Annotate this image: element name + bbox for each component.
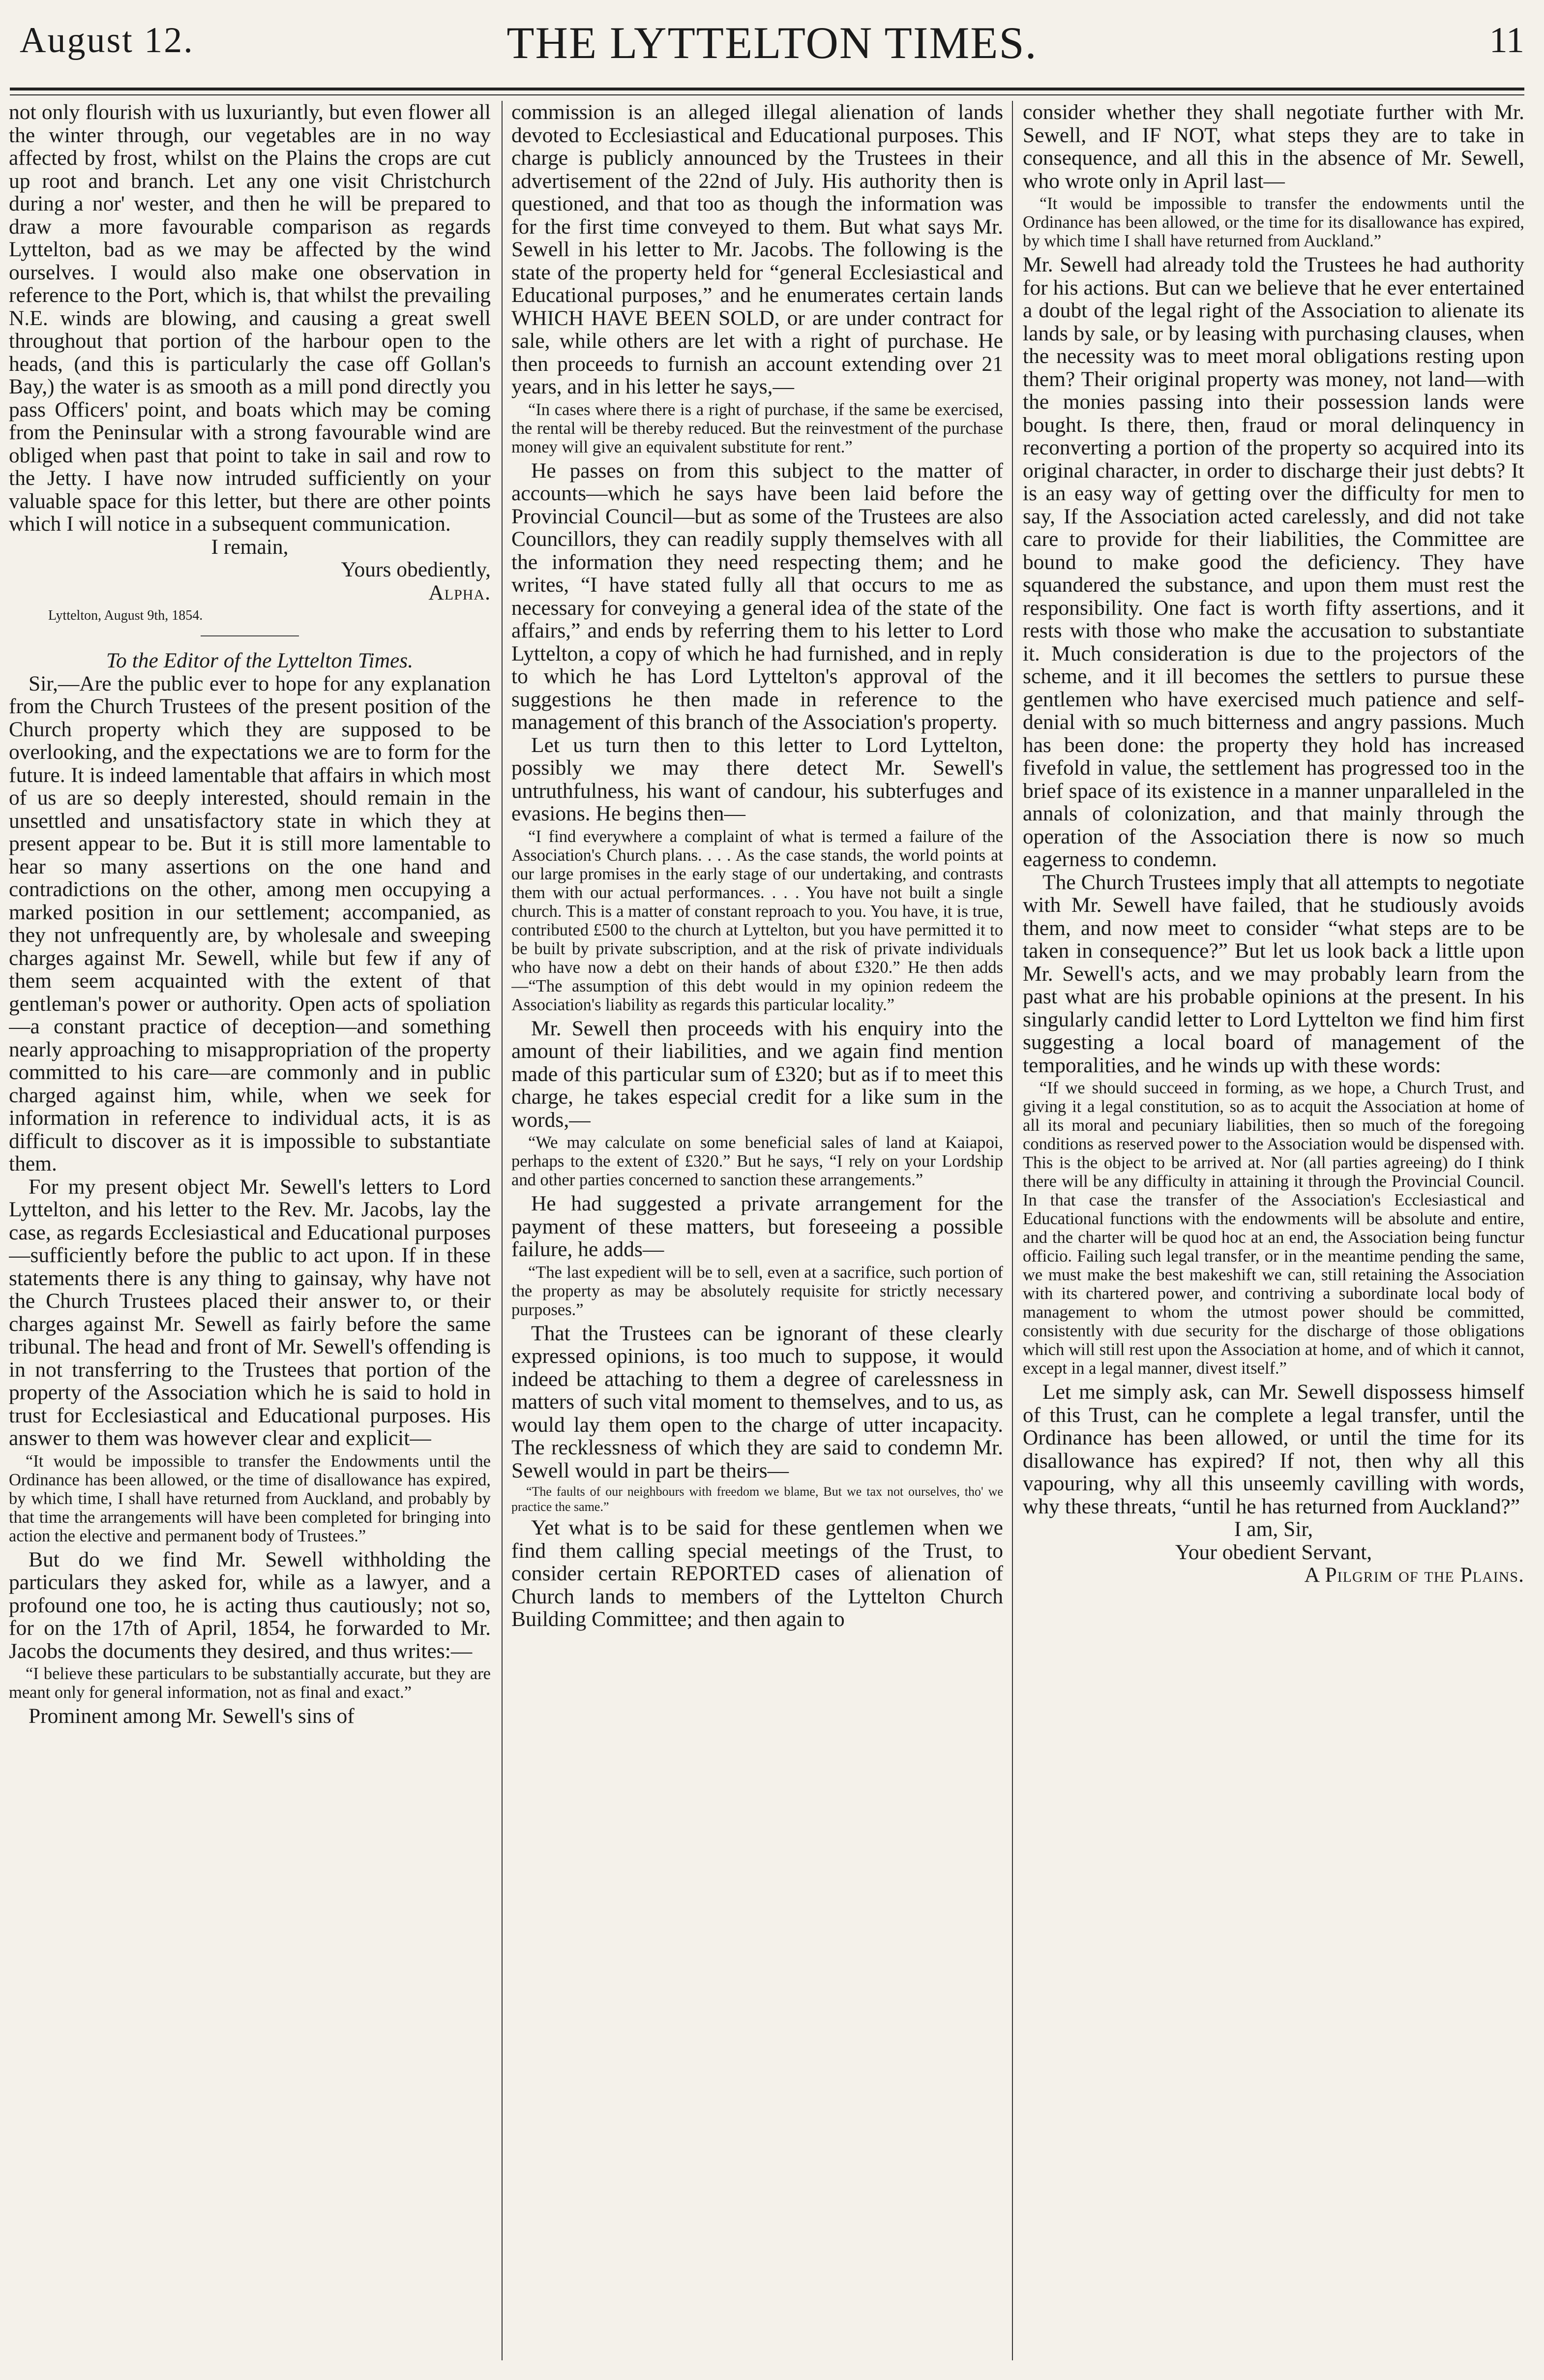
- header-rule-thin: [10, 94, 1524, 95]
- article-paragraph: “In cases where there is a right of purchase, if the same be exercised, the rental will be thereby reduced. But the reinvestment of the purchase money will give an equivalent substitute for rent.”: [511, 400, 1003, 456]
- article-paragraph: commission is an alleged illegal alienation of lands devoted to Ecclesiastical and Educational purposes. This charge is publicly announced by the Trustees in their advertisement of the 22nd of July. His authority then is questioned, and that too as though the information was for the first time conveyed to them. But what says Mr. Sewell in his letter to Mr. Jacobs. The following is the state of the property held for “general Ecclesiastical and Educational purposes,” and he enumerates certain lands WHICH HAVE BEEN SOLD, or are under contract for sale, while others are let with a right of purchase. He then proceeds to furnish an account extending over 21 years, and in his letter he says,—: [511, 101, 1003, 398]
- article-paragraph: not only flourish with us luxuriantly, but even flower all the winter through, our vegetables are in no way affected by frost, whilst on the Plains the crops are cut up root and branch. Let any one visit Christchurch during a nor' wester, and then he will be prepared to draw a more favourable comparison as regards Lyttelton, bad as we may be affected by the wind ourselves. I would also make one observation in reference to the Port, which is, that whilst the prevailing N.E. winds are blowing, and causing a great swell throughout that portion of the harbour open to the heads, (and this is particularly the case off Gollan's Bay,) the water is as smooth as a mill pond directly you pass Officers' point, and boats which may be coming from the Peninsular with a strong favourable wind are obliged when past that point to take in sail and row to the Jetty. I have now intruded sufficiently on your valuable space for this letter, but there are other points which I will notice in a subsequent communication.: [9, 101, 491, 536]
- article-paragraph: A Pilgrim of the Plains.: [1304, 1563, 1524, 1587]
- article-paragraph: “It would be impossible to transfer the endowments until the Ordinance has been allowed, or the time for its disallowance has expired, by which time I shall have returned from Auckland.”: [1023, 194, 1524, 250]
- article-paragraph: “It would be impossible to transfer the Endowments until the Ordinance has been allowed, or the time of disallowance has expired, by which time, I shall have returned from Auckland, and probably by that time the arrangements will have been completed for bringing into action the elective and permanent body of Trustees.”: [9, 1451, 491, 1545]
- article-paragraph: “The last expedient will be to sell, even at a sacrifice, such portion of the property as may be absolutely requisite for strictly necessary purposes.”: [511, 1263, 1003, 1319]
- column-3: [1023, 101, 1524, 2365]
- article-paragraph: consider whether they shall negotiate further with Mr. Sewell, and IF NOT, what steps they are to take in consequence, and all this in the absence of Mr. Sewell, who wrote only in April last—: [1023, 101, 1524, 193]
- article-paragraph: To the Editor of the Lyttelton Times.: [106, 649, 414, 672]
- column-rule: [502, 101, 503, 2360]
- article-paragraph: Sir,—Are the public ever to hope for any explanation from the Church Trustees of the present position of the Church property which they are supposed to be overlooking, and the expectations we are to form for the future. It is indeed lamentable that affairs in which most of us are so deeply interested, should remain in the unsettled and unsatisfactory state in which they at present appear to be. But it is still more lamentable to hear so many assertions on the one hand and contradictions on the other, among men occupying a marked position in our settlement; accompanied, as they not unfrequently are, by wholesale and sweeping charges against Mr. Sewell, while but few if any of them seem acquainted with the extent of that gentleman's power or authority. Open acts of spoliation—a constant practice of deception—and something nearly approaching to misappropriation of the property committed to his care—are commonly and in public charged against him, while, when we seek for information in reference to individual acts, it is as difficult to discover as it is impossible to substantiate them.: [9, 671, 491, 1175]
- article-paragraph: Lyttelton, August 9th, 1854.: [48, 608, 203, 623]
- page-header: [20, 10, 1524, 84]
- article-paragraph: Yet what is to be said for these gentlemen when we find them calling special meetings of the Trust, to consider certain REPORTED cases of alienation of Church lands to members of the Lyttelton Church Building Committee; and then again to: [511, 1516, 1003, 1631]
- article-paragraph: That the Trustees can be ignorant of these clearly expressed opinions, is too much to suppose, it would indeed be attaching to them a degree of carelessness in matters of such vital moment to themselves, and to us, as would lay them open to the charge of utter incapacity. The recklessness of which they are said to condemn Mr. Sewell would in part be theirs—: [511, 1321, 1003, 1482]
- page-number: 11: [1489, 20, 1524, 60]
- article-paragraph: He had suggested a private arrangement for the payment of these matters, but foreseeing a possible failure, he adds—: [511, 1192, 1003, 1261]
- article-paragraph: “If we should succeed in forming, as we hope, a Church Trust, and giving it a legal constitution, so as to acquit the Association at home of all its moral and pecuniary liabilities, then so much of the foregoing conditions as reserved power to the Association would be dispensed with. This is the object to be arrived at. Nor (all parties agreeing) do I think there will be any difficulty in attaining it through the Provincial Council. In that case the transfer of the Association's Ecclesiastical and Educational functions with the endowments will be absolute and entire, and the charter will be quod hoc at an end, the Association being functur officio. Failing such legal transfer, or in the meantime pending the same, we must make the best makeshift we can, still retaining the Association with its chartered power, and contriving a subordinate local body of management to whom the utmost power should be committed, consistently with due security for the discharge of those obligations which will still rest upon the Association at home, and of which it cannot, except in a legal manner, divest itself.”: [1023, 1079, 1524, 1378]
- issue-date: August 12.: [20, 20, 194, 60]
- article-paragraph: Let us turn then to this letter to Lord Lyttelton, possibly we may there detect Mr. Sewell's untruthfulness, his want of candour, his subterfuges and evasions. He begins then—: [511, 733, 1003, 825]
- article-paragraph: “The faults of our neighbours with freedom we blame, But we tax not ourselves, tho' we practice the same.”: [511, 1484, 1003, 1514]
- article-paragraph: “We may calculate on some beneficial sales of land at Kaiapoi, perhaps to the extent of £320.” But he says, “I rely on your Lordship and other parties concerned to sanction these arrangements.”: [511, 1133, 1003, 1189]
- header-rule: [10, 88, 1524, 90]
- article-paragraph: Let me simply ask, can Mr. Sewell dispossess himself of this Trust, can he complete a legal transfer, until the Ordinance has been allowed, or until the time for its disallowance has expired? If not, then why all this vapouring, why all this unseemly cavilling with words, why these threats, “until he has returned from Auckland?”: [1023, 1380, 1524, 1518]
- column-rule: [1012, 101, 1013, 2360]
- article-paragraph: Yours obediently,: [341, 558, 491, 581]
- article-paragraph: He passes on from this subject to the matter of accounts—which he says have been laid before the Provincial Council—but as some of the Trustees are also Councillors, they can readily supply themselves with all the information they need respecting them; and he writes, “I have stated fully all that occurs to me as necessary for conveying a general idea of the state of the affairs,” and ends by referring them to his letter to Lord Lyttelton, a copy of which he had furnished, and in reply to which he has Lord Lyttelton's approval of the suggestions he then made in reference to the management of this branch of the Association's property.: [511, 458, 1003, 734]
- article-paragraph: Mr. Sewell then proceeds with his enquiry into the amount of their liabilities, and we again find mention made of this particular sum of £320; but as if to meet this charge, he takes especial credit for a like sum in the words,—: [511, 1016, 1003, 1132]
- section-divider: [201, 635, 299, 636]
- article-paragraph: Prominent among Mr. Sewell's sins of: [29, 1704, 355, 1728]
- article-paragraph: Mr. Sewell had already told the Trustees he had authority for his actions. But can we believe that he ever entertained a doubt of the legal right of the Association to alienate its lands by sale, or by leasing with purchasing clauses, when the necessity was to meet moral obligations resting upon them? Their original property was money, not land—with the monies passing into their possession lands were bought. Is there, then, fraud or moral delinquency in reconverting a portion of the property so acquired into its original character, in order to discharge their just debts? It is an easy way of getting over the difficulty for men to say, If the Association acted carelessly, and did not take care to provide for their liabilities, the Committee are bound to make good the deficiency. They have squandered the substance, and upon them must rest the responsibility. One fact is worth fifty assertions, and it rests with those who make the accusation to substantiate it. Much consideration is due to the projectors of the scheme, and it ill becomes the settlers to pursue these gentlemen who have exercised much patience and self-denial with so much bitterness and angry passions. Much has been done: the property they hold has increased fivefold in value, the settlement has progressed too in the brief space of its existence in a manner unparalleled in the annals of colonization, and that mainly through the operation of the Association there is now so much eagerness to condemn.: [1023, 253, 1524, 871]
- article-paragraph: Alpha.: [428, 580, 491, 604]
- article-paragraph: “I believe these particulars to be substantially accurate, but they are meant only for general information, not as final and exact.”: [9, 1664, 491, 1702]
- article-paragraph: I am, Sir,: [1234, 1517, 1313, 1541]
- column-1: [9, 101, 491, 2365]
- article-paragraph: Your obedient Servant,: [1175, 1540, 1372, 1564]
- article-paragraph: The Church Trustees imply that all attempts to negotiate with Mr. Sewell have failed, that he studiously avoids them, and now meet to consider “what steps are to be taken in consequence?” But let us look back a little upon Mr. Sewell's acts, and we may probably learn from the past what are his probable opinions at the present. In his singularly candid letter to Lord Lyttelton we find him first suggesting a local board of management of the temporalities, and he winds up with these words:: [1023, 870, 1524, 1077]
- article-paragraph: But do we find Mr. Sewell withholding the particulars they asked for, while as a lawyer, and a profound one too, he is acting thus cautiously; not so, for on the 17th of April, 1854, he forwarded to Mr. Jacobs the documents they desired, and thus writes:—: [9, 1547, 491, 1663]
- article-paragraph: I remain,: [211, 535, 289, 559]
- newspaper-title: THE LYTTELTON TIMES.: [506, 18, 1038, 68]
- column-2: [511, 101, 1003, 2365]
- article-paragraph: “I find everywhere a complaint of what is termed a failure of the Association's Church plans. . . . As the case stands, the world points at our large promises in the early stage of our undertaking, and contrasts them with our actual performances. . . . You have not built a single church. This is a matter of constant reproach to you. You have, it is true, contributed £500 to the church at Lyttelton, but you have permitted it to be built by private subscription, and at the risk of private individuals who have now a debt on their hands of about £320.” He then adds—“The assumption of this debt would in my opinion redeem the Association's liability as regards this particular locality.”: [511, 827, 1003, 1014]
- article-paragraph: For my present object Mr. Sewell's letters to Lord Lyttelton, and his letter to the Rev. Mr. Jacobs, lay the case, as regards Ecclesiastical and Educational purposes—sufficiently before the public to act upon. If in these statements there is any thing to gainsay, why have not the Church Trustees placed their answer to, or their charges against Mr. Sewell as fairly before the same tribunal. The head and front of Mr. Sewell's offending is in not transferring to the Trustees that portion of the property of the Association which he is said to hold in trust for Ecclesiastical and Educational purposes. His answer to them was however clear and explicit—: [9, 1175, 491, 1450]
